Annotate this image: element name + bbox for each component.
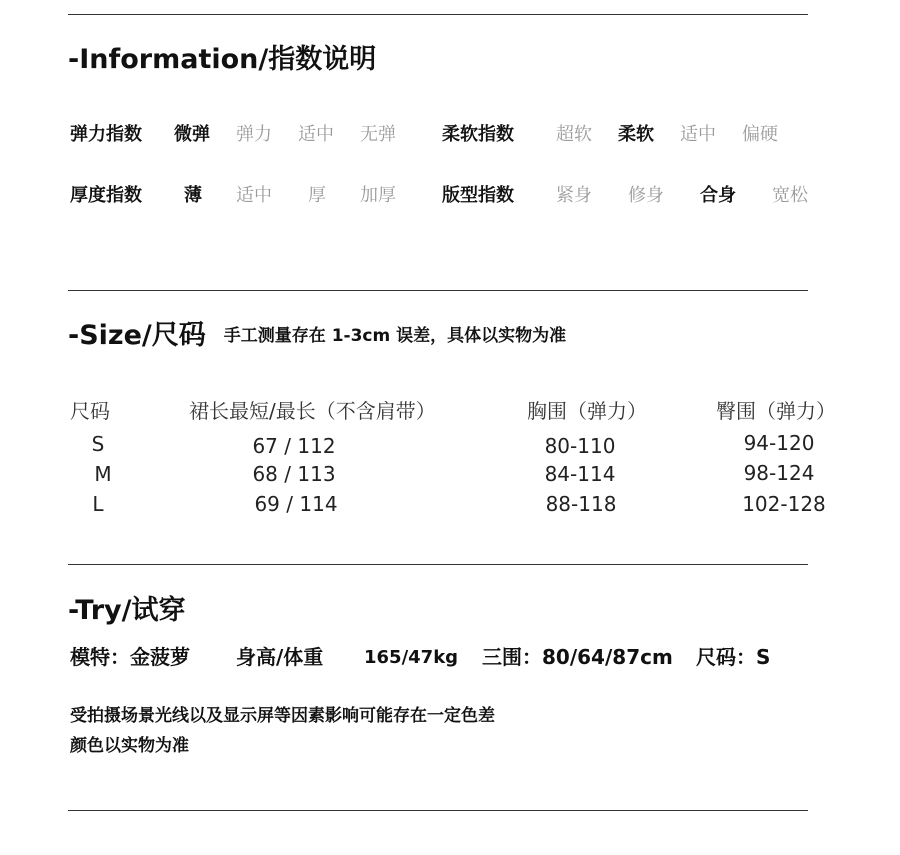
- size-cell: 67 / 112: [252, 434, 336, 458]
- fit-option: 宽松: [772, 185, 808, 206]
- thickness-option: 适中: [236, 185, 272, 206]
- size-cell: 88-118: [545, 492, 617, 516]
- fit-option: 修身: [628, 185, 664, 206]
- size-header-size: 尺码: [70, 399, 110, 423]
- fit-option: 紧身: [556, 185, 592, 206]
- size-header-hip: 臀围（弹力）: [716, 399, 836, 423]
- divider-top: [68, 14, 808, 15]
- softness-option: 柔软: [618, 124, 654, 145]
- size-cell: 94-120: [743, 431, 815, 455]
- elasticity-option: 适中: [298, 124, 334, 145]
- elasticity-label: 弹力指数: [70, 124, 142, 145]
- size-cell: 80-110: [544, 434, 616, 458]
- size-cell: 102-128: [742, 492, 826, 516]
- size-cell: 69 / 114: [254, 492, 338, 516]
- size-cell: M: [94, 462, 112, 486]
- size-header-bust: 胸围（弹力）: [527, 399, 647, 423]
- thickness-option: 厚: [308, 185, 326, 206]
- thickness-option: 薄: [184, 185, 202, 206]
- elasticity-option: 无弹: [360, 124, 396, 145]
- softness-option: 适中: [680, 124, 716, 145]
- color-disclaimer: 受拍摄场景光线以及显示屏等因素影响可能存在一定色差: [70, 706, 495, 726]
- size-header-length: 裙长最短/最长（不含肩带）: [189, 399, 436, 423]
- size-cell: 98-124: [743, 461, 815, 485]
- model-name: 模特：金菠萝: [70, 645, 190, 669]
- size-note: 手工测量存在 1-3cm 误差，具体以实物为准: [223, 326, 567, 346]
- fit-option: 合身: [700, 185, 736, 206]
- size-cell: 68 / 113: [252, 462, 336, 486]
- size-title: [68, 322, 566, 349]
- color-disclaimer-2: 颜色以实物为准: [70, 736, 189, 756]
- height-weight-value: 165/47kg: [364, 647, 459, 668]
- fit-label: 版型指数: [442, 185, 514, 206]
- size-title-text: -Size/尺码: [68, 320, 206, 351]
- size-cell: S: [91, 432, 105, 456]
- measurements: 三围：80/64/87cm: [482, 645, 673, 669]
- height-weight-label: 身高/体重: [236, 645, 324, 669]
- elasticity-option: 弹力: [236, 124, 272, 145]
- size-cell: L: [92, 492, 104, 516]
- thickness-label: 厚度指数: [70, 185, 142, 206]
- divider-size-try: [68, 564, 808, 565]
- try-title: -Try/试穿: [68, 595, 186, 626]
- divider-bottom: [68, 810, 808, 811]
- softness-label: 柔软指数: [442, 124, 514, 145]
- divider-info-size: [68, 290, 808, 291]
- softness-option: 超软: [556, 124, 592, 145]
- model-size: 尺码：S: [696, 645, 771, 669]
- softness-option: 偏硬: [742, 124, 778, 145]
- info-title: -Information/指数说明: [68, 44, 377, 75]
- thickness-option: 加厚: [360, 185, 396, 206]
- elasticity-option: 微弹: [174, 124, 210, 145]
- size-cell: 84-114: [544, 462, 616, 486]
